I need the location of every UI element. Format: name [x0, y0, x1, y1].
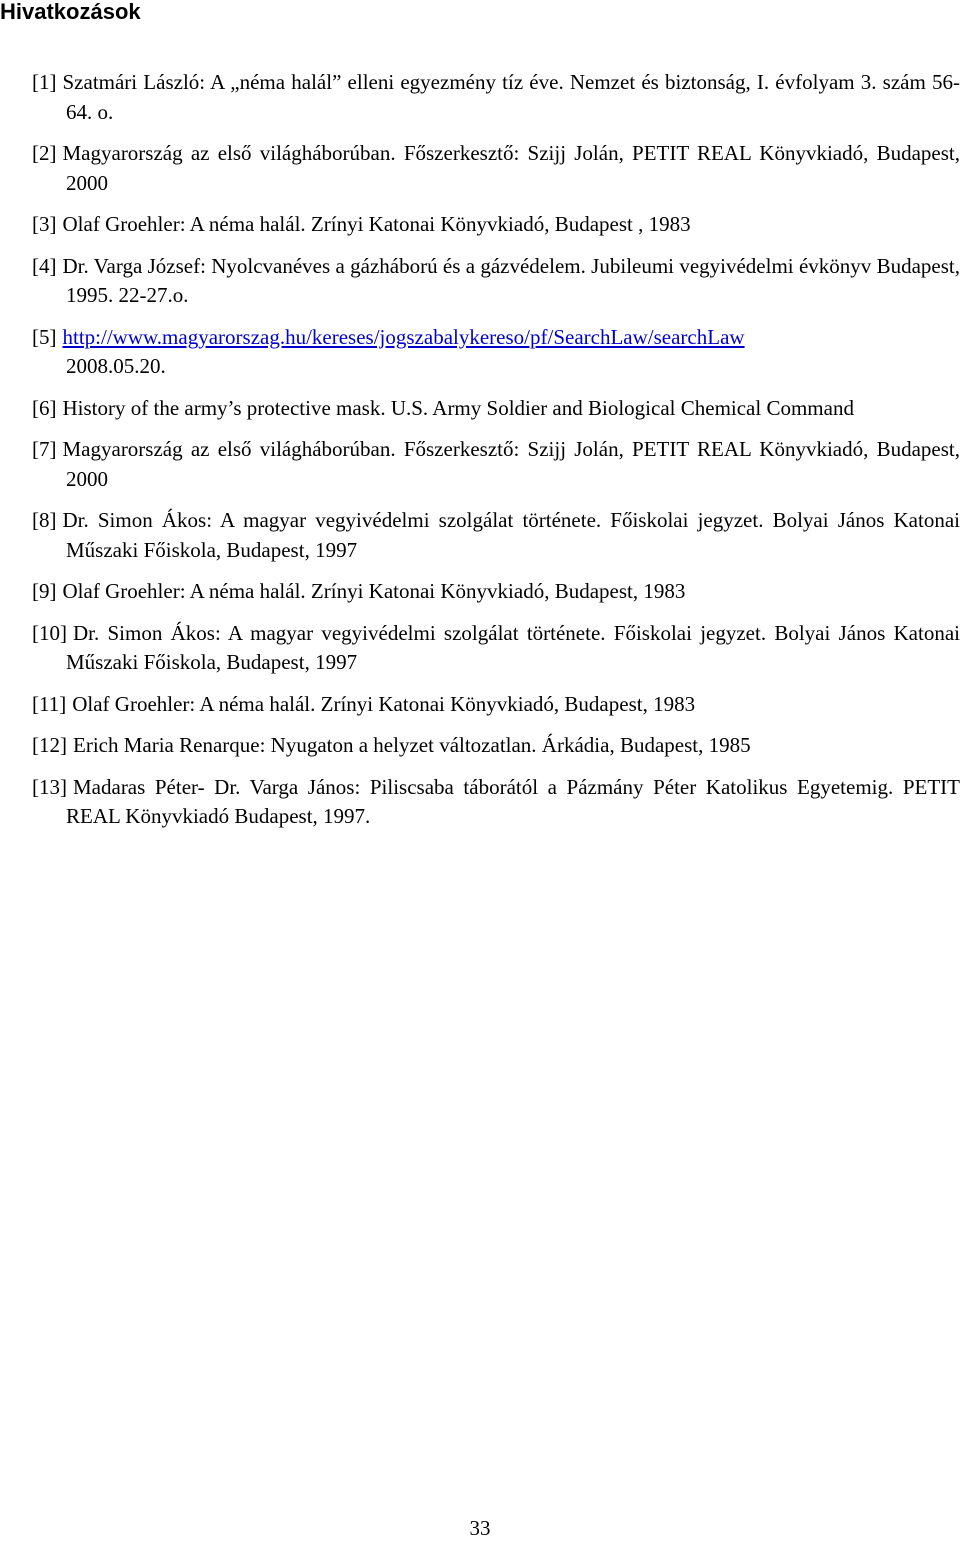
- page-heading: Hivatkozások: [0, 0, 141, 24]
- reference-list: [32, 68, 960, 844]
- reference-number: [2]: [32, 141, 57, 165]
- reference-text: Erich Maria Renarque: Nyugaton a helyzet változatlan. Árkádia, Budapest, 1985: [73, 733, 751, 757]
- reference-number: [13]: [32, 774, 67, 799]
- reference-text: Madaras Péter- Dr. Varga János: Piliscsaba táborától a Pázmány Péter Katolikus Egyetemig. PETIT REAL Könyvkiadó Budapest, 1997.: [66, 774, 960, 828]
- reference-text: Szatmári László: A „néma halál” elleni egyezmény tíz éve. Nemzet és biztonság, I. évfolyam 3. szám 56-64. o.: [62, 70, 960, 124]
- reference-link[interactable]: http://www.magyarorszag.hu/kereses/jogszabalykereso/pf/SearchLaw/searchLaw: [62, 324, 745, 349]
- reference-text: Magyarország az első világháborúban. Főszerkesztő: Szijj Jolán, PETIT REAL Könyvkiadó, Budapest, 2000: [62, 437, 960, 491]
- reference-item-12: [32, 731, 960, 761]
- reference-text: History of the army’s protective mask. U.S. Army Soldier and Biological Chemical Command: [62, 395, 854, 420]
- reference-number: [10]: [32, 620, 67, 645]
- reference-item-4: [32, 252, 960, 311]
- reference-item-6: [32, 394, 960, 424]
- reference-item-3: [32, 210, 960, 240]
- reference-text: Olaf Groehler: A néma halál. Zrínyi Katonai Könyvkiadó, Budapest, 1983: [62, 579, 686, 603]
- reference-item-1: [32, 68, 960, 127]
- reference-text: 2008.05.20.: [66, 354, 166, 378]
- reference-number: [3]: [32, 212, 57, 236]
- reference-item-2: [32, 139, 960, 198]
- reference-item-8: [32, 506, 960, 565]
- reference-text: Dr. Varga József: Nyolcvanéves a gázháború és a gázvédelem. Jubileumi vegyivédelmi évkönyv Budapest, 1995. 22-27.o.: [62, 253, 960, 307]
- reference-number: [11]: [32, 691, 67, 716]
- reference-number: [6]: [32, 395, 57, 420]
- reference-text: Olaf Groehler: A néma halál. Zrínyi Katonai Könyvkiadó, Budapest , 1983: [62, 212, 691, 236]
- reference-number: [9]: [32, 579, 57, 603]
- reference-number: [8]: [32, 508, 57, 532]
- reference-item-10: [32, 619, 960, 678]
- reference-number: [5]: [32, 324, 57, 349]
- reference-number: [1]: [32, 70, 57, 94]
- reference-item-11: [32, 690, 960, 720]
- reference-number: [12]: [32, 733, 67, 757]
- reference-item-5: [32, 323, 960, 382]
- reference-text: Dr. Simon Ákos: A magyar vegyivédelmi szolgálat története. Főiskolai jegyzet. Bolyai János Katonai Műszaki Főiskola, Budapest, 1997: [62, 508, 960, 562]
- reference-text: Magyarország az első világháborúban. Főszerkesztő: Szijj Jolán, PETIT REAL Könyvkiadó, Budapest, 2000: [62, 141, 960, 195]
- page-number: 33: [469, 1516, 491, 1540]
- reference-number: [4]: [32, 253, 57, 278]
- reference-item-9: [32, 577, 960, 607]
- reference-item-7: [32, 435, 960, 494]
- reference-number: [7]: [32, 437, 57, 461]
- reference-text: Olaf Groehler: A néma halál. Zrínyi Katonai Könyvkiadó, Budapest, 1983: [72, 691, 696, 716]
- reference-text: Dr. Simon Ákos: A magyar vegyivédelmi szolgálat története. Főiskolai jegyzet. Bolyai János Katonai Műszaki Főiskola, Budapest, 1997: [66, 620, 960, 674]
- reference-item-13: [32, 773, 960, 832]
